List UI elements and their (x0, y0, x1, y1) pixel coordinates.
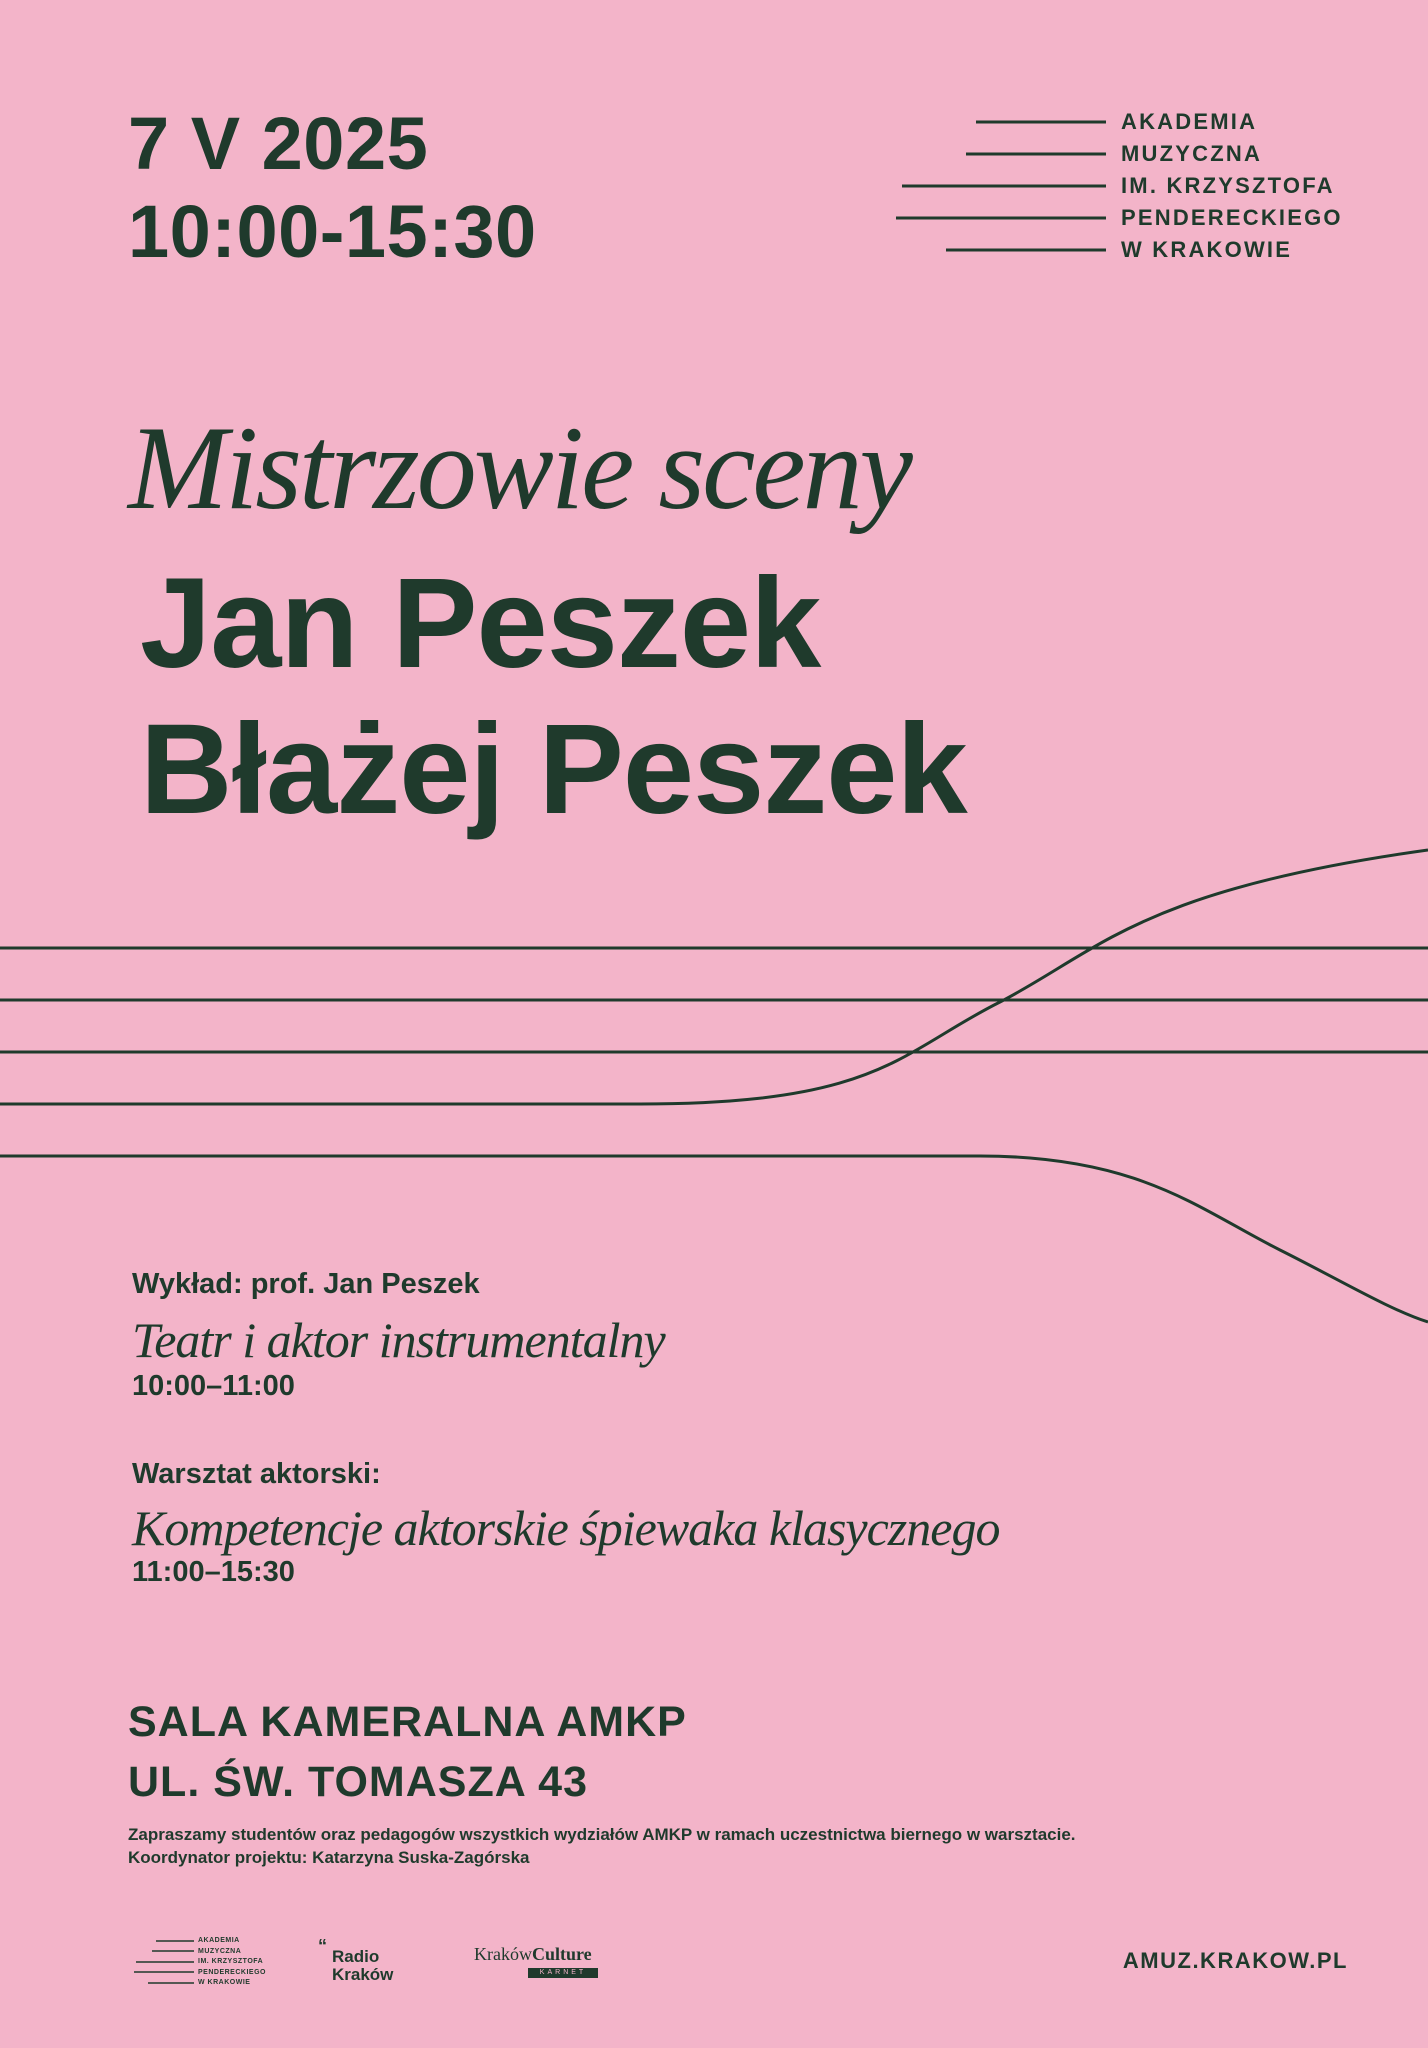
logo-line-5: W KRAKOWIE (1121, 237, 1293, 262)
logo-lines-icon (890, 106, 1120, 276)
invitation-text: Zapraszamy studentów oraz pedagogów wszystkich wydziałów AMKP w ramach uczestnictwa biernego w warsztacie. (128, 1825, 1076, 1844)
program-1-subject: Teatr i aktor instrumentalny (132, 1312, 665, 1368)
radio-line-1: Radio (332, 1947, 380, 1966)
program-2-time: 11:00–15:30 (132, 1556, 295, 1588)
academy-logo (890, 106, 1350, 276)
culture-word-2: Culture (531, 1944, 592, 1964)
culture-karnet-badge: KARNET (528, 1968, 598, 1978)
coordinator-text: Koordynator projektu: Katarzyna Suska-Zagórska (128, 1848, 530, 1867)
footer-logo-line-5: W KRAKOWIE (198, 1979, 251, 1986)
footer-logo-line-3: IM. KRZYSZTOFA (198, 1958, 264, 1965)
logo-line-4: PENDERECKIEGO (1121, 205, 1343, 230)
program-1-time: 10:00–11:00 (132, 1370, 295, 1402)
footer-logo-line-4: PENDERECKIEGO (198, 1968, 266, 1976)
footer-logo-line-2: MUZYCZNA (198, 1947, 242, 1955)
program-1-label: Wykład: prof. Jan Peszek (132, 1268, 480, 1300)
program-2-label: Warsztat aktorski: (132, 1458, 381, 1490)
name-jan-peszek: Jan Peszek (140, 552, 821, 695)
website-link[interactable]: AMUZ.KRAKOW.PL (1122, 1948, 1348, 1973)
venue-address: UL. ŚW. TOMASZA 43 (128, 1758, 588, 1806)
logo-line-3: IM. KRZYSZTOFA (1121, 173, 1335, 198)
footer-logo-line-1: AKADEMIA (198, 1937, 240, 1944)
event-date: 7 V 2025 (128, 102, 429, 185)
logo-line-2: MUZYCZNA (1121, 141, 1263, 166)
program-2-subject: Kompetencje aktorskie śpiewaka klasycznego (132, 1500, 1000, 1556)
footer-radio-krakow-logo (318, 1936, 408, 1992)
logo-line-1: AKADEMIA (1121, 109, 1258, 134)
radio-line-2: Kraków (332, 1965, 394, 1984)
footer-logo-lines-icon (134, 1936, 196, 1992)
culture-word-1: Kraków (474, 1944, 532, 1964)
series-title: Mistrzowie sceny (128, 401, 910, 534)
footer-krakow-culture-logo (474, 1944, 624, 1984)
footer-amkp-logo (134, 1936, 274, 1992)
venue-hall: SALA KAMERALNA AMKP (128, 1698, 687, 1746)
event-hours: 10:00-15:30 (128, 190, 537, 273)
name-blazej-peszek: Błażej Peszek (140, 698, 967, 841)
radio-quote-icon: “ (318, 1936, 327, 1956)
